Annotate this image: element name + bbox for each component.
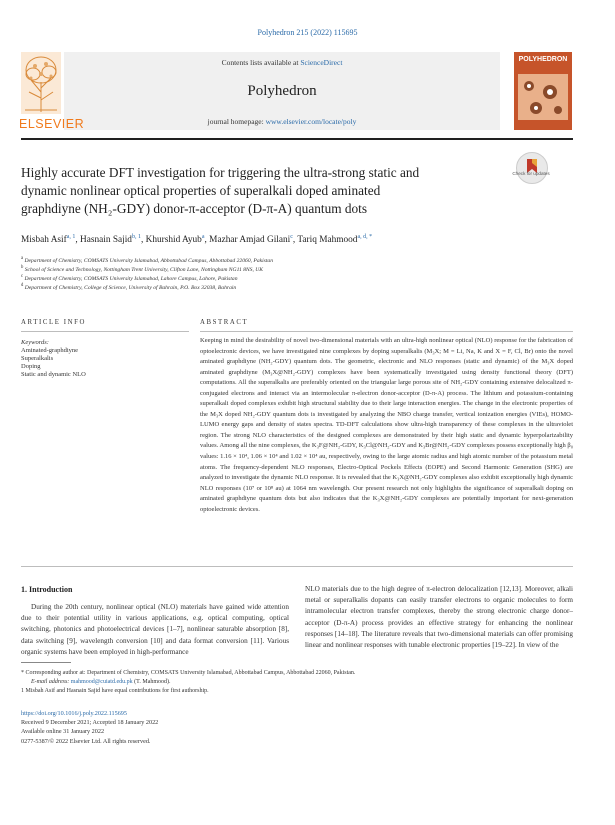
author-name[interactable]: Tariq Mahmood: [297, 235, 358, 246]
paper-title: [21, 164, 521, 218]
affiliation-text: Department of Chemistry, COMSATS University Islamabad, Abbottabad Campus, Abbottabad 22060, Pakistan: [24, 257, 273, 264]
affiliation-sup: b: [21, 265, 24, 270]
author-affil-sup: a: [201, 234, 205, 240]
email-link[interactable]: mahmood@cuiatd.edu.pk: [70, 679, 133, 685]
title-line: Highly accurate DFT investigation for triggering the ultra-strong static and: [21, 165, 420, 180]
intro-paragraph: During the 20th century, nonlinear optical (NLO) materials have gained wide attention due to their potential utility in various applications, e.g. optical computing, optical switching, photonics and photoelectrical devices [1–7], nonlinear saturable absorption [8], data switching [9], wavelength conversion [10] and data format conversion [11]. Various organic systems have been employed in high-performance: [21, 603, 289, 656]
author-name[interactable]: Misbah Asif: [21, 235, 67, 246]
intro-right-column: [305, 584, 573, 651]
author-name[interactable]: Hasnain Sajid: [80, 235, 132, 246]
author-sep: ,: [204, 235, 207, 246]
copyright: 0277-5387/© 2022 Elsevier Ltd. All rights reserved.: [21, 737, 151, 745]
contents-prefix: Contents lists available at: [221, 58, 301, 67]
homepage-link[interactable]: www.elsevier.com/locate/poly: [265, 117, 357, 126]
author-affil-sup: c: [290, 234, 293, 240]
keyword: Aminated-graphdiyne: [21, 347, 79, 354]
abstract-body: [200, 336, 573, 515]
elsevier-tree-logo: [21, 52, 61, 114]
title-line: graphdiyne (NH₂-GDY) donor-π-acceptor (D-π-A) quantum dots: [21, 201, 368, 216]
intro-left-column: [21, 602, 289, 658]
contents-line: [64, 58, 500, 67]
author-list: [21, 234, 372, 245]
author-affil-sup: b, 1: [131, 234, 141, 240]
intro-paragraph: NLO materials due to the high degree of π-electron delocalization [12,13]. Moreover, alkali metal or superalkalis dopants can easily transfer electrons to organic molecules to form intramolecular electron transfer complexes, thereby the strong electronic charge donor–acceptor (D-π-A) process provides an effective strategy for enhancing the nonlinear responses [14–18]. The literature reveals that two-dimensional materials can offer promising linear and nonlinear responses with tunable electronic properties [19–22]. In view of the: [305, 585, 573, 650]
keyword: Static and dynamic NLO: [21, 371, 86, 378]
abstract-text: Keeping in mind the desirability of novel two-dimensional materials with an ultra-high nonlinear optical (NLO) response for the fabrication of optoelectronic devices, we have investigated nine complexes by doping superalkalis (M₃X; M = Li, Na, K and X = F, Cl, Br) onto the novel aminated graphdiyne (NH₂-GDY) quantum dots. The geometric, electronic and NLO responses (static and dynamic) of the M₃X doped aminated graphdiyne (M₃X@NH₂-GDY) complexes have been systematically investigated using density functional theory (DFT) computations. All the superalkalis are preferably oriented on the triangular large porous site of NH₂-GDY containing extensive delocalized π-conjugated electrons and interact via an intermolecular π-electron donor-acceptor (D-π-A) process. The lithium and potassium-containing superalkali doped complexes exhibit high structural stability due to their large interaction energies. The change in the electronic properties of the M₃X doped NH₂-GDY quantum dots is investigated by analyzing the NBO charge transfer, vertical ionization energies (VIEs), HOMO-LUMO energy gaps and density of states spectra. TD-DFT calculations show ultra-high transparency of these complexes in the ultraviolet region. The strong NLO characteristics of the designed complexes are demonstrated by their high static and dynamic hyperpolarizability values. Among all the nine complexes, the K₃F@NH₂-GDY, K₃Cl@NH₂-GDY and K₃Br@NH₂-GDY complexes possess exceptionally high β₀ values: 1.16 × 10⁴, 1.06 × 10⁴ and 1.02 × 10⁴ au, respectively, owing to the large atomic radius and high atomic number of the potassium metal atoms. The frequency-dependent NLO responses, Electro-Optical Pockels Effects (EOPE) and Second Harmonic Generation (SHG) are analyzed to investigate the dynamic NLO response. It is revealed that the K₃X@NH₂-GDY complexes also exhibit exceptionally high dynamic NLO responses (10⁷ or 10⁸ au) at 1064 nm wavelength. Our present research not only highlights the significance of superalkali doping on aminated graphdiyne quantum dots but also indicates that the K₃X@NH₂-GDY complexes are potentially important for next-generation optoelectronic devices.: [200, 337, 573, 513]
equal-contribution-note: 1 Misbah Asif and Hasnain Sajid have equal contributions for first authorship.: [21, 688, 209, 694]
author-affil-sup: a, 1: [66, 234, 76, 240]
abstract-bottom-rule: [21, 566, 573, 567]
journal-name: Polyhedron: [247, 83, 317, 99]
article-info-heading: ARTICLE INFO: [21, 319, 87, 326]
introduction-heading: 1. Introduction: [21, 585, 73, 594]
homepage-line: [64, 117, 500, 126]
title-line: dynamic nonlinear optical properties of superalkali doped aminated: [21, 183, 381, 198]
author-sep: ,: [292, 235, 296, 246]
journal-cover-image[interactable]: [514, 52, 572, 130]
keyword: Doping: [21, 363, 41, 370]
keywords-label: Keywords:: [21, 339, 49, 346]
author-sep: ,: [140, 235, 144, 246]
cover-title: POLYHEDRON: [518, 56, 568, 63]
homepage-prefix: journal homepage:: [207, 117, 266, 126]
affiliation-sup: a: [21, 256, 24, 261]
keyword: Superalkalis: [21, 355, 54, 362]
header-rule: [21, 138, 573, 140]
affiliation-text: Department of Chemistry, College of Science, University of Bahrain, P.O. Box 32038, Bahrain: [24, 284, 237, 291]
journal-reference[interactable]: Polyhedron 215 (2022) 115695: [257, 28, 358, 37]
affiliation-text: Department of Chemistry, COMSATS University Islamabad, Lahore Campus, Lahore, Pakistan: [24, 275, 238, 282]
author-sep: ,: [75, 235, 78, 246]
affiliation: [21, 265, 263, 273]
affiliation: [21, 283, 236, 291]
publication-info: [21, 709, 158, 746]
email-note: [31, 679, 171, 685]
email-label: E-mail address:: [31, 679, 71, 685]
author-name[interactable]: Khurshid Ayub: [145, 235, 202, 246]
affiliation-text: School of Science and Technology, Nottingham Trent University, Clifton Lane, Nottingham NG11 8NS, UK: [24, 266, 264, 273]
available-online: Available online 31 January 2022: [21, 728, 105, 736]
check-for-updates-badge[interactable]: [516, 152, 548, 184]
author-name[interactable]: Mazhar Amjad Gilani: [209, 235, 291, 246]
article-info-rule: [21, 331, 189, 332]
cover-art: [514, 52, 572, 130]
doi-link[interactable]: https://doi.org/10.1016/j.poly.2022.115695: [21, 710, 127, 717]
affiliation: [21, 256, 273, 264]
bookmark-icon: [517, 153, 547, 183]
author-affil-sup: a, d, *: [357, 234, 373, 240]
affiliation-sup: c: [21, 274, 24, 279]
email-suffix: (T. Mahmood).: [132, 679, 171, 685]
footnote-rule: [21, 662, 71, 663]
received-dates: Received 9 December 2021; Accepted 18 January 2022: [21, 719, 159, 727]
sciencedirect-link[interactable]: ScienceDirect: [300, 58, 343, 67]
abstract-rule: [200, 331, 573, 332]
corresponding-author-note: * Corresponding author at: Department of Chemistry, COMSATS University Islamabad, Abbottabad Campus, Abbottabad 22060, Pakistan.: [21, 670, 356, 676]
elsevier-wordmark: ELSEVIER: [19, 117, 85, 131]
check-for-updates-label: Check for updates: [512, 171, 550, 176]
affiliation: [21, 274, 238, 282]
abstract-heading: ABSTRACT: [200, 319, 249, 326]
affiliation-sup: d: [21, 283, 24, 288]
